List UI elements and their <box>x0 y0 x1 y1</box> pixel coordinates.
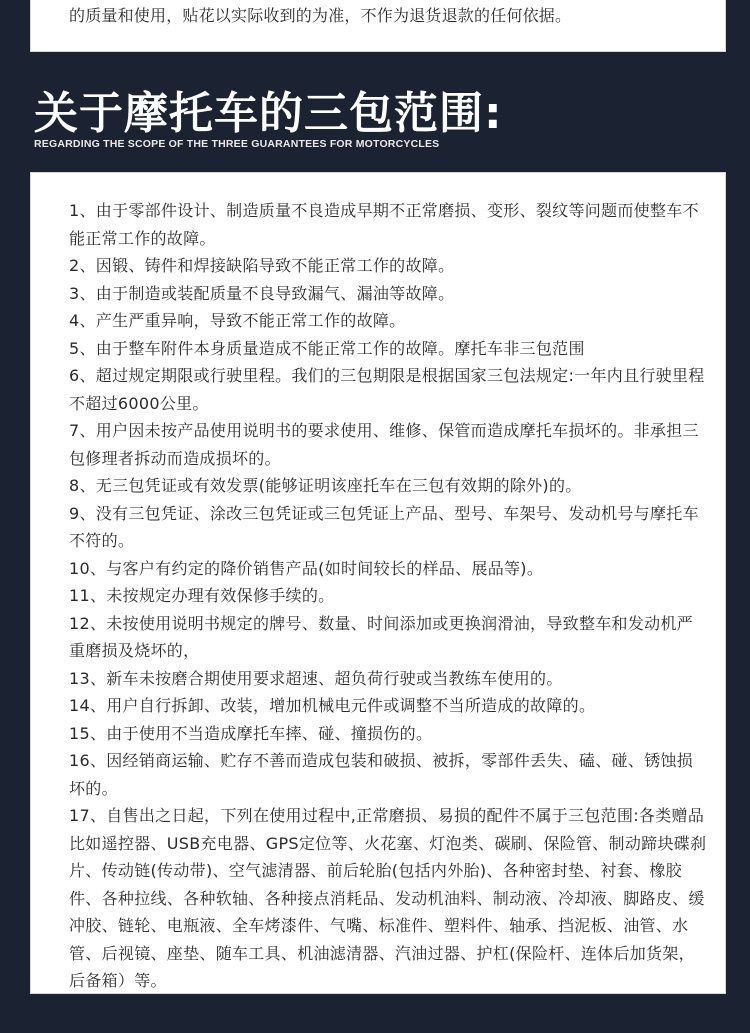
list-item: 8、无三包凭证或有效发票(能够证明该座托车在三包有效期的除外)的。 <box>69 476 582 495</box>
list-item: 3、由于制造或装配质量不良导致漏气、漏油等故障。 <box>69 283 455 303</box>
list-item: 6、超过规定期限或行驶里程。我们的三包期限是根据国家三包法规定:一年内且行驶里程不超过6000公里。 <box>69 366 705 413</box>
list-item: 11、未按规定办理有效保修手续的。 <box>69 586 335 605</box>
section-subtitle: REGARDING THE SCOPE OF THE THREE GUARANTEES FOR MOTORCYCLES <box>34 138 440 150</box>
list-item: 2、因锻、铸件和焊接缺陷导致不能正常工作的故障。 <box>69 256 455 275</box>
list-item: 13、新车未按磨合期使用要求超速、超负荷行驶或当教练车使用的。 <box>69 668 563 688</box>
list-item: 9、没有三包凭证、涂改三包凭证或三包凭证上产品、型号、车架号、发动机号与摩托车不符的。 <box>69 503 699 550</box>
list-item: 12、未按使用说明书规定的牌号、数量、时间添加或更换润滑油，导致整车和发动机严重磨损及烧坏的， <box>69 613 694 660</box>
warranty-scope-card <box>30 172 726 994</box>
notice-text: 的质量和使用，贴花以实际收到的为准，不作为退货退款的任何依据。 <box>69 6 572 25</box>
list-item: 7、用户因未按产品使用说明书的要求使用、维修、保管而造成摩托车损坏的。非承担三包修理者拆动而造成损坏的。 <box>69 421 699 468</box>
list-item: 17、自售出之日起，下列在使用过程中,正常磨损、易损的配件不属于三包范围:各类赠品比如遥控器、USB充电器、GPS定位等、火花塞、灯泡类、碳刷、保险管、制动蹄块碟刹片、传动链(传动带)、空气滤清器、前后轮胎(包括内外胎)、各种密封垫、衬套、橡胶件、各种拉线、各种软轴、各种接点消耗品、发动机油料、制动液、冷却液、脚路皮、缓冲胶、链轮、电瓶液、全车烤漆件、气嘴、标准件、塑料件、轴承、挡泥板、油管、水管、后视镜、座垫、随车工具、机油滤清器、汽油过器、护杠(保险杆、连体后加货架，后备箱）等。 <box>69 806 707 990</box>
list-item: 10、与客户有约定的降价销售产品(如时间较长的样品、展品等)。 <box>69 558 544 578</box>
previous-notice-card <box>30 0 726 52</box>
list-item: 1、由于零部件设计、制造质量不良造成早期不正常磨损、变形、裂纹等问题而使整车不能正常工作的故障。 <box>69 201 699 248</box>
list-item: 4、产生严重异响，导致不能正常工作的故障。 <box>69 311 406 330</box>
list-item: 5、由于整车附件本身质量造成不能正常工作的故障。摩托车非三包范围 <box>69 338 585 358</box>
warranty-item-list <box>69 197 709 995</box>
list-item: 14、用户自行拆卸、改装，增加机械电元件或调整不当所造成的故障的。 <box>69 696 596 715</box>
list-item: 16、因经销商运输、贮存不善而造成包装和破损、被拆，零部件丢失、磕、碰、锈蚀损坏的。 <box>69 751 694 798</box>
list-item: 15、由于使用不当造成摩托车摔、碰、撞损伤的。 <box>69 723 433 743</box>
section-title: 关于摩托车的三包范围: <box>34 88 503 139</box>
